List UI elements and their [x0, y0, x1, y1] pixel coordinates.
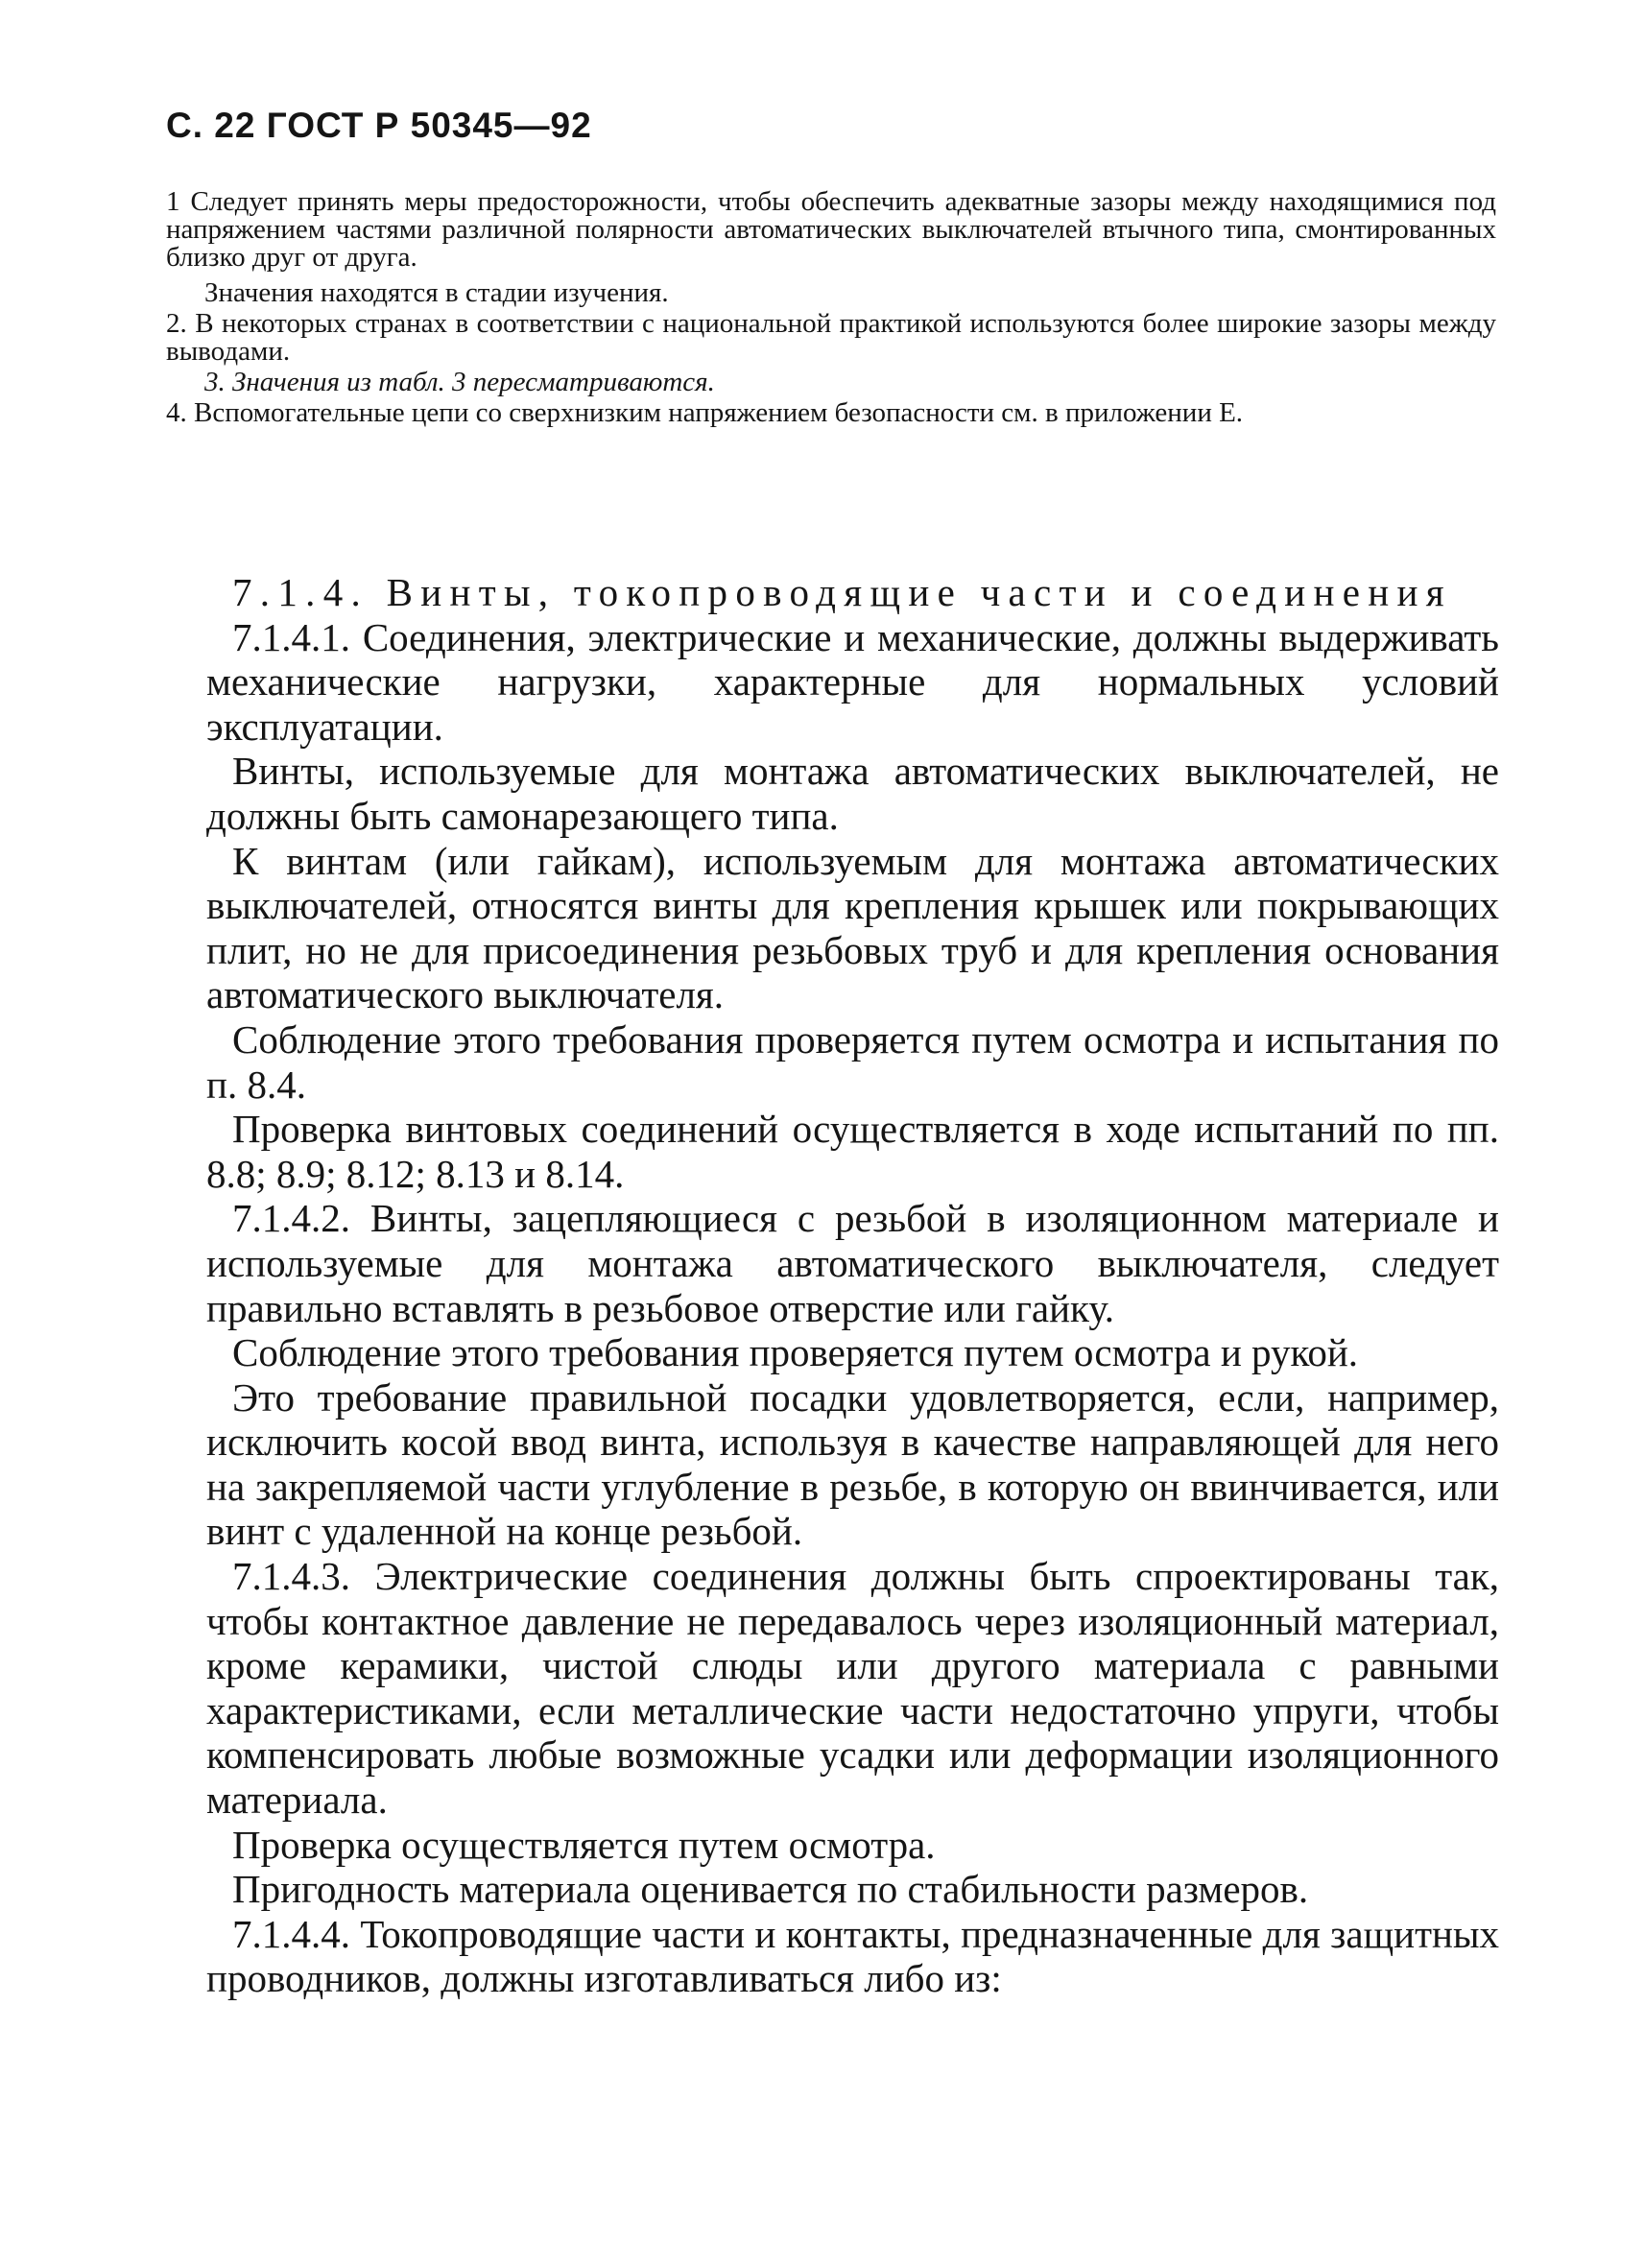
- paragraph: Проверка осуществляется путем осмотра.: [232, 1822, 936, 1867]
- note-4: 4. Вспомогательные цепи со сверхнизким напряжением безопасности см. в приложении Е.: [166, 397, 1244, 428]
- paragraph: К винтам (или гайкам), используемым для монтажа автоматических выключателей, относятся винты для крепления крышек или покрывающих плит, но не для присоединения резьбовых труб и для крепления основания автоматического выключателя.: [206, 838, 1499, 1017]
- section-body: [206, 570, 1499, 2001]
- paragraph: Соблюдение этого требования проверяется путем осмотра и рукой.: [232, 1330, 1359, 1375]
- note-2: 2. В некоторых странах в соответствии с национальной практикой используются более широкие зазоры между выводами.: [166, 308, 1496, 367]
- note-1: 1 Следует принять меры предосторожности, чтобы обеспечить адекватные зазоры между находящимися под напряжением частями различной полярности автоматических выключателей втычного типа, смонтированных близко друг от друга.: [166, 186, 1496, 273]
- paragraph: Пригодность материала оценивается по стабильности размеров.: [232, 1867, 1309, 1912]
- note-1-remark: Значения находятся в стадии изучения.: [204, 277, 669, 308]
- paragraph: Это требование правильной посадки удовлетворяется, если, например, исключить косой ввод винта, используя в качестве направляющей для него на закрепляемой части углубление в резьбе, в которую он ввинчивается, или винт с удаленной на конце резьбой.: [206, 1374, 1499, 1554]
- paragraph: 7.1.4.4. Токопроводящие части и контакты, предназначенные для защитных проводников, должны изготавливаться либо из:: [206, 1911, 1499, 2001]
- paragraph: Винты, используемые для монтажа автоматических выключателей, не должны быть самонарезающего типа.: [206, 749, 1499, 838]
- paragraph: 7.1.4.2. Винты, зацепляющиеся с резьбой в изоляционном материале и используемые для монтажа автоматического выключателя, следует правильно вставлять в резьбовое отверстие или гайку.: [206, 1196, 1499, 1330]
- section-heading: 7.1.4. Винты, токопроводящие части и соединения: [232, 570, 1452, 614]
- paragraph: 7.1.4.3. Электрические соединения должны быть спроектированы так, чтобы контактное давление не передавалось через изоляционный материал, кроме керамики, чистой слюды или другого материала с равными характеристиками, если металлические части недостаточно упруги, чтобы компенсировать любые возможные усадки или деформации изоляционного материала.: [206, 1554, 1499, 1823]
- notes-block: [166, 186, 1496, 428]
- paragraph: 7.1.4.1. Соединения, электрические и механические, должны выдерживать механические нагрузки, характерные для нормальных условий эксплуатации.: [206, 614, 1499, 749]
- paragraph: Проверка винтовых соединений осуществляется в ходе испытаний по пп. 8.8; 8.9; 8.12; 8.13 и 8.14.: [206, 1107, 1499, 1196]
- page-header: С. 22 ГОСТ Р 50345—92: [166, 106, 592, 145]
- paragraph: Соблюдение этого требования проверяется путем осмотра и испытания по п. 8.4.: [206, 1016, 1499, 1107]
- note-3: 3. Значения из табл. 3 пересматриваются.: [204, 367, 715, 397]
